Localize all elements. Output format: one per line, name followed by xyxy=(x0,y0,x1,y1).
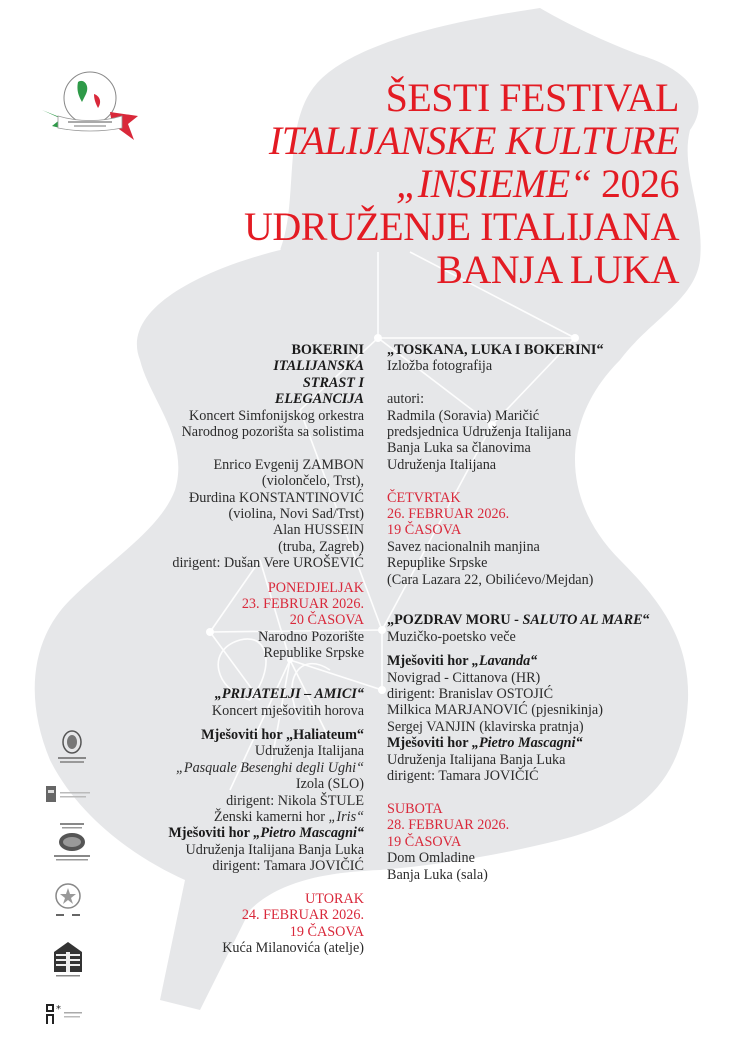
choir-detail: Udruženja Italijana xyxy=(254,743,364,760)
choir-detail: „Pasquale Besenghi degli Ughi“ xyxy=(176,759,364,776)
author: Radmila (Soravia) Maričić xyxy=(387,407,540,424)
event-title: ELEGANCIJA xyxy=(274,391,364,408)
event-venue: Savez nacionalnih manjina xyxy=(387,538,540,555)
choir-prefix: Mješoviti hor xyxy=(387,653,472,670)
choir-prefix: Ženski kamerni hor xyxy=(213,808,329,825)
city-coat-of-arms-icon xyxy=(42,784,102,804)
event-title: „TOSKANA, LUKA I BOKERINI“ xyxy=(387,342,604,358)
event-venue: Repuplike Srpske xyxy=(387,555,488,572)
choir-title: „Pietro Mascagni“ xyxy=(253,825,364,842)
performer-detail: (truba, Zagreb) xyxy=(278,538,364,555)
event-venue: (Cara Lazara 22, Obilićevo/Mejdan) xyxy=(387,571,594,588)
udruzenje-italijana-logo xyxy=(38,68,142,148)
conductor: dirigent: Tamara JOVIČIĆ xyxy=(387,768,539,785)
event-title xyxy=(387,612,717,628)
event-venue: Banja Luka (sala) xyxy=(387,866,488,883)
choir-title: „Lavanda“ xyxy=(471,653,538,670)
title-line-1: ŠESTI FESTIVAL xyxy=(385,75,679,120)
event-date: 23. FEBRUAR 2026. xyxy=(241,596,364,613)
conductor: dirigent: Branislav OSTOJIĆ xyxy=(387,686,554,703)
title-line-2: ITALIJANSKE KULTURE xyxy=(268,118,679,163)
author-detail: Udruženja Italijana xyxy=(387,456,497,473)
event-day: PONEDJELJAK xyxy=(267,579,364,596)
sponsor-logos xyxy=(42,730,112,1044)
performer-detail: (violina, Novi Sad/Trst) xyxy=(228,506,364,523)
event-title: „PRIJATELJI – AMICI“ xyxy=(214,686,364,703)
performer: Sergej VANJIN (klavirska pratnja) xyxy=(387,718,584,735)
choir-prefix: Mješoviti hor xyxy=(201,726,286,743)
svg-text:*: * xyxy=(56,1004,61,1015)
performer: Enrico Evgenij ZAMBON xyxy=(213,456,364,473)
title-line-5: BANJA LUKA xyxy=(436,247,679,292)
event-date: 26. FEBRUAR 2026. xyxy=(387,506,510,523)
author-detail: Banja Luka sa članovima xyxy=(387,440,531,457)
choir-prefix: Mješoviti hor xyxy=(168,825,254,842)
conductor: dirigent: Tamara JOVIČIĆ xyxy=(212,858,364,875)
event-description: Koncert Simfonijskog orkestra xyxy=(189,407,364,424)
oval-institute-emblem-icon xyxy=(42,822,102,862)
performer: Đurdina KONSTANTINOVIĆ xyxy=(188,489,364,506)
event-time: 19 ČASOVA xyxy=(387,833,462,850)
event-day: UTORAK xyxy=(305,890,364,907)
festival-title xyxy=(244,76,679,291)
conductor: dirigent: Dušan Vere UROŠEVIĆ xyxy=(172,555,364,572)
event-day: SUBOTA xyxy=(387,800,443,817)
event-venue: Dom Omladine xyxy=(387,850,475,867)
event-venue: Republike Srpske xyxy=(263,645,364,662)
event-description: Muzičko-poetsko veče xyxy=(387,628,516,645)
choir-name xyxy=(387,735,717,751)
event-time: 19 ČASOVA xyxy=(387,522,462,539)
choir-detail: Novigrad - Cittanova (HR) xyxy=(387,669,541,686)
performer: Milkica MARJANOVIĆ (pjesnikinja) xyxy=(387,702,603,719)
title-insieme: „INSIEME“ xyxy=(396,161,592,206)
program-right-column xyxy=(387,342,717,883)
event-time: 19 ČASOVA xyxy=(289,923,364,940)
choir-title: „Haliateum“ xyxy=(285,726,364,743)
building-emblem-icon xyxy=(42,938,102,982)
conductor: dirigent: Nikola ŠTULE xyxy=(226,792,364,809)
event-description: Izložba fotografija xyxy=(387,358,493,375)
dom-omladine-logo-icon xyxy=(42,1000,102,1026)
author-detail: predsjednica Udruženja Italijana xyxy=(387,424,572,441)
choir-title: „Pietro Mascagni“ xyxy=(471,735,583,752)
title-year: 2026 xyxy=(591,161,679,206)
choir-detail: Udruženja Italijana Banja Luka xyxy=(185,841,364,858)
choir-title: „Iris“ xyxy=(328,808,364,825)
event-date: 28. FEBRUAR 2026. xyxy=(387,817,510,834)
round-seal-emblem-icon xyxy=(42,730,102,766)
choir-detail: Izola (SLO) xyxy=(295,776,364,793)
italian-republic-emblem-icon xyxy=(42,880,102,920)
choir-detail: Udruženja Italijana Banja Luka xyxy=(387,751,566,768)
title-line-4: UDRUŽENJE ITALIJANA xyxy=(243,204,679,249)
title-line-3 xyxy=(244,162,679,205)
event-title-italic: SALUTO AL MARE xyxy=(522,612,643,629)
event-title-suffix: “ xyxy=(642,612,650,629)
event-date: 24. FEBRUAR 2026. xyxy=(241,907,364,924)
event-title: STRAST I xyxy=(302,374,364,391)
event-description: Narodnog pozorišta sa solistima xyxy=(181,424,364,441)
performer-detail: (violončelo, Trst), xyxy=(261,473,364,490)
event-time: 20 ČASOVA xyxy=(289,612,364,629)
event-title: BOKERINI xyxy=(291,342,364,358)
performer: Alan HUSSEIN xyxy=(272,522,364,539)
event-title-prefix: „POZDRAV MORU - xyxy=(387,612,523,629)
choir-prefix: Mješoviti hor xyxy=(387,735,472,752)
event-description: Koncert mješovitih horova xyxy=(211,702,364,719)
event-title: ITALIJANSKA xyxy=(273,358,364,375)
event-day: ČETVRTAK xyxy=(387,489,461,506)
event-venue: Kuća Milanovića (atelje) xyxy=(222,940,364,957)
authors-label: autori: xyxy=(387,391,425,408)
event-venue: Narodno Pozorište xyxy=(258,628,364,645)
choir-name xyxy=(387,653,717,669)
